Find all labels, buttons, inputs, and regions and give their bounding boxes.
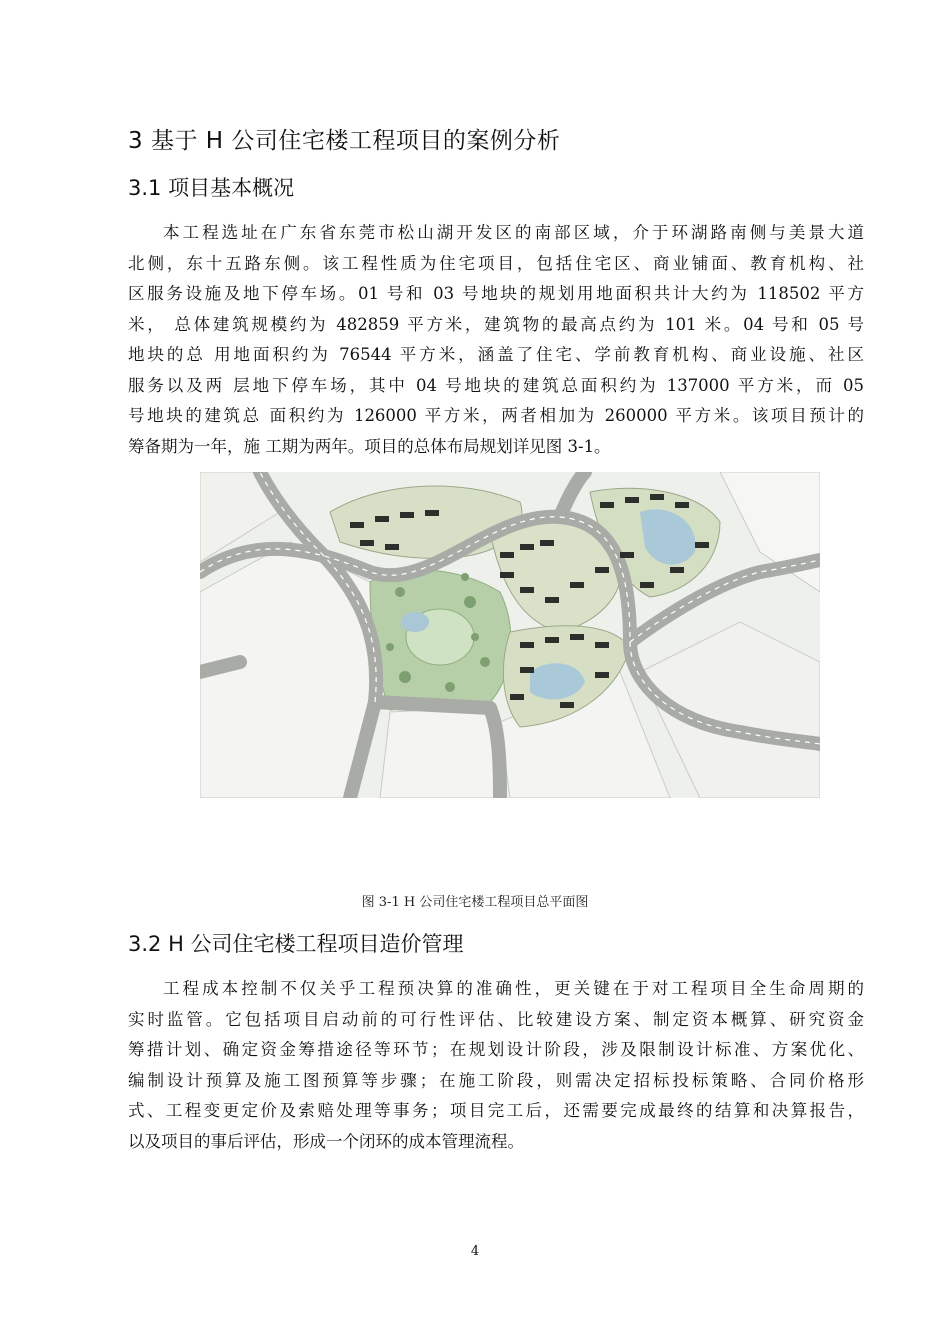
paragraph-line: 实时监管。它包括项目启动前的可行性评估、比较建设方案、制定资本概算、研究资金 xyxy=(128,1009,864,1029)
paragraph-line: 式、工程变更定价及索赔处理等事务；项目完工后，还需要完成最终的结算和决算报告， xyxy=(128,1101,864,1120)
paragraph-line: 服务以及两 层地下停车场，其中 04 号地块的建筑总面积约为 137000 平方米，而 05 xyxy=(128,375,864,395)
paragraph-line: 米， 总体建筑规模约为 482859 平方米，建筑物的最高点约为 101 米。04 号和 05 号 xyxy=(128,314,864,334)
subsection-heading-3-2: 3.2 H 公司住宅楼工程项目造价管理 xyxy=(128,932,464,956)
paragraph-cost-management xyxy=(128,974,864,1157)
figure-caption: 图 3-1 H 公司住宅楼工程项目总平面图 xyxy=(361,895,589,910)
section-heading: 3 基于 H 公司住宅楼工程项目的案例分析 xyxy=(128,128,561,154)
paragraph-line: 本工程选址在广东省东莞市松山湖开发区的南部区域，介于环湖路南侧与美景大道 xyxy=(163,223,864,242)
paragraph-line: 筹措计划、确定资金筹措途径等环节；在规划设计阶段，涉及限制设计标准、方案优化、 xyxy=(128,1040,864,1059)
paragraph-line: 工程成本控制不仅关乎工程预决算的准确性，更关键在于对工程项目全生命周期的 xyxy=(163,979,864,998)
paragraph-line: 地块的总 用地面积约为 76544 平方米，涵盖了住宅、学前教育机构、商业设施、社区 xyxy=(128,345,864,364)
paragraph-line: 筹备期为一年，施 工期为两年。项目的总体布局规划详见图 3-1。 xyxy=(128,436,611,456)
paragraph-line: 区服务设施及地下停车场。01 号和 03 号地块的规划用地面积共计大约为 118502 平方 xyxy=(128,284,864,303)
paragraph-line: 以及项目的事后评估，形成一个闭环的成本管理流程。 xyxy=(128,1131,524,1151)
page-number: 4 xyxy=(470,1244,480,1259)
site-plan-image xyxy=(200,472,820,798)
subsection-heading-3-1: 3.1 项目基本概况 xyxy=(128,176,295,200)
paragraph-line: 号地块的建筑总 面积约为 126000 平方米，两者相加为 260000 平方米。该项目预计的 xyxy=(128,406,864,425)
paragraph-project-overview xyxy=(128,218,864,462)
paragraph-line: 编制设计预算及施工图预算等步骤；在施工阶段，则需决定招标投标策略、合同价格形 xyxy=(128,1070,864,1090)
paragraph-line: 北侧，东十五路东侧。该工程性质为住宅项目，包括住宅区、商业铺面、教育机构、社 xyxy=(128,253,864,273)
